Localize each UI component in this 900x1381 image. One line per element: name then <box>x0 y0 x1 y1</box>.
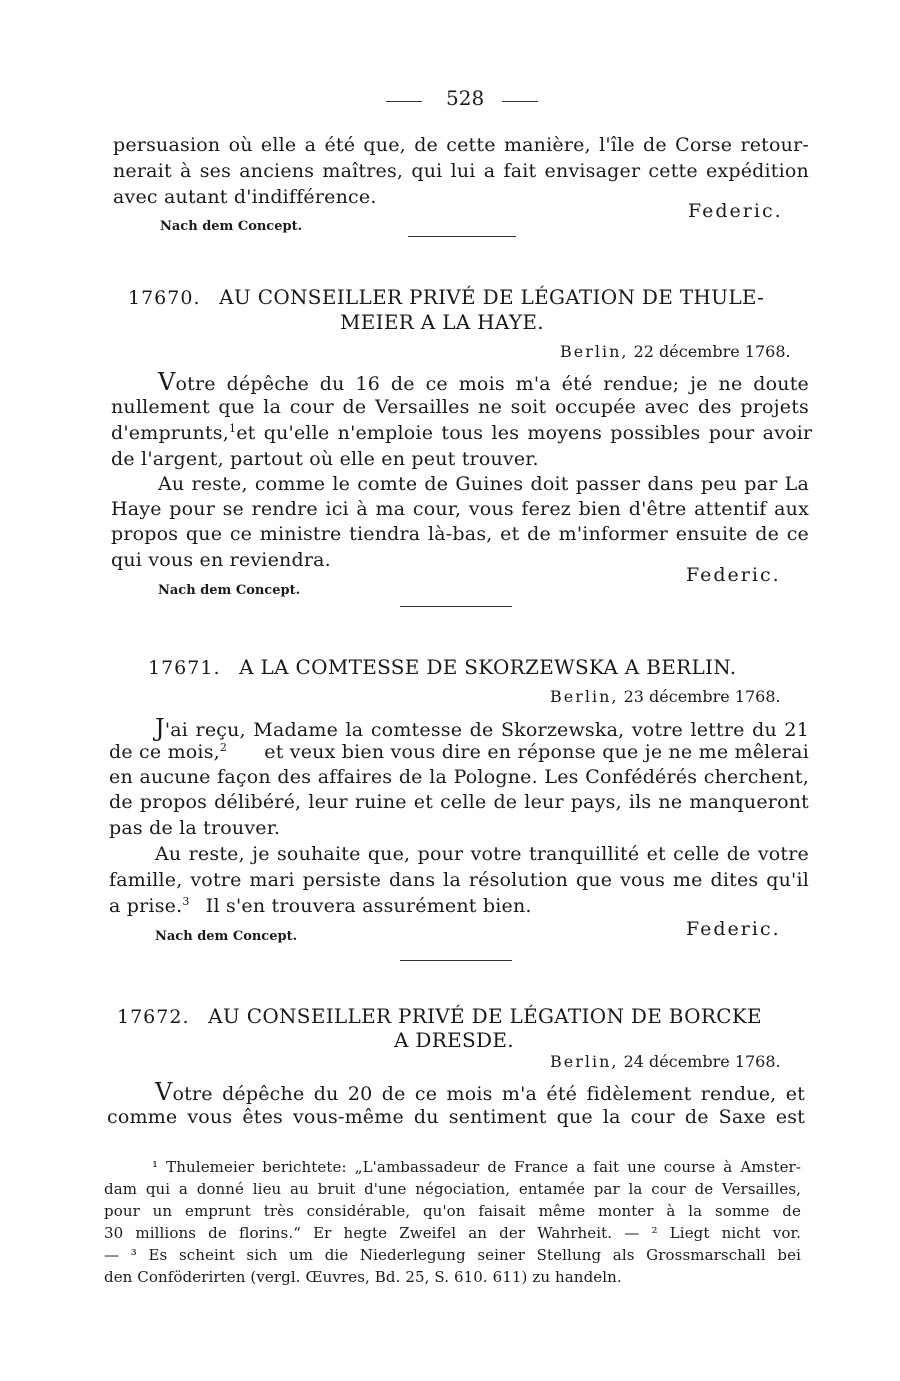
letter-heading <box>148 655 736 679</box>
date-place: Berlin, <box>550 1052 619 1071</box>
body-line: Au reste, je souhaite que, pour votre tranquillité et celle de votre <box>155 843 809 865</box>
text <box>111 422 236 444</box>
body-line: Haye pour se rendre ici à ma cour, vous ferez bien d'être attentif aux <box>111 498 809 520</box>
letter-title: AU CONSEILLER PRIVÉ DE LÉGATION DE BORCKE <box>208 1004 762 1028</box>
body-line: de propos délibéré, leur ruine et celle de leur pays, ils ne manqueront <box>109 791 809 813</box>
footnote-line: den Conföderirten (vergl. Œuvres, Bd. 25, S. 610. 611) zu handeln. <box>104 1268 622 1286</box>
text: et qu'elle n'emploie tous les moyens possibles pour avoir <box>236 422 813 444</box>
source-note: Nach dem Concept. <box>160 219 303 234</box>
footnote-line: dam qui a donné lieu au bruit d'une négociation, entamée par la cour de Versailles, <box>104 1180 801 1198</box>
drop-cap: V <box>158 368 176 396</box>
footnote-ref: 1 <box>229 422 237 435</box>
footnote-ref: 3 <box>182 895 190 908</box>
letter-heading <box>117 1004 762 1028</box>
footnote-line: — ³ Es scheint sich um die Niederlegung seiner Stellung als Grossmarschall bei <box>104 1246 801 1264</box>
text: otre dépêche du 20 de ce mois m'a été fidèlement rendue, et <box>172 1083 805 1105</box>
footnote-line: 30 millions de florins.“ Er hegte Zweifel an der Wahrheit. — ² Liegt nicht vor. <box>104 1224 801 1242</box>
letter-title-cont: A DRESDE. <box>394 1028 514 1052</box>
letter-number: 17672. <box>117 1006 190 1028</box>
letter-date <box>550 1052 781 1071</box>
body-line: pas de la trouver. <box>109 817 281 839</box>
body-line <box>111 422 813 444</box>
signature: Federic. <box>688 200 783 222</box>
body-line <box>109 741 809 763</box>
body-line: de l'argent, partout où elle en peut trouver. <box>111 448 539 470</box>
text: otre dépêche du 16 de ce mois m'a été rendue; je ne doute <box>175 373 809 395</box>
text: d'emprunts, <box>111 422 229 444</box>
source-note: Nach dem Concept. <box>155 929 298 944</box>
letter-title-cont: MEIER A LA HAYE. <box>340 310 544 334</box>
body-line: famille, votre mari persiste dans la résolution que vous me dites qu'il <box>109 869 809 891</box>
header-rule-right <box>502 101 538 102</box>
body-line: propos que ce ministre tiendra là-bas, et de m'informer ensuite de ce <box>111 523 809 545</box>
letter-title: A LA COMTESSE DE SKORZEWSKA A BERLIN. <box>239 655 737 679</box>
body-line: persuasion où elle a été que, de cette manière, l'île de Corse retour- <box>113 134 809 156</box>
text: Il s'en trouvera assurément bien. <box>205 895 532 917</box>
body-line: comme vous êtes vous-même du sentiment que la cour de Saxe est <box>107 1106 805 1128</box>
letter-date <box>560 342 791 361</box>
body-line: nerait à ses anciens maîtres, qui lui a fait envisager cette expédition <box>113 160 809 182</box>
body-line: avec autant d'indifférence. <box>113 186 377 208</box>
date-value: 23 décembre 1768. <box>623 687 781 706</box>
body-line <box>109 895 532 917</box>
letter-heading <box>128 285 764 309</box>
text: a prise. <box>109 895 183 917</box>
section-divider <box>408 236 516 237</box>
date-place: Berlin, <box>550 687 619 706</box>
section-divider <box>400 960 512 961</box>
letter-date <box>550 687 781 706</box>
body-line <box>158 368 809 396</box>
page-number: 528 <box>446 86 485 110</box>
signature: Federic. <box>686 918 781 940</box>
date-value: 24 décembre 1768. <box>623 1052 781 1071</box>
footnote-line: pour un emprunt très considérable, qu'on faisait même monter à la somme de <box>104 1202 801 1220</box>
text: de ce mois, <box>109 741 220 763</box>
drop-cap: J <box>155 714 165 742</box>
body-line: en aucune façon des affaires de la Pologne. Les Confédérés cherchent, <box>109 766 809 788</box>
body-line: Au reste, comme le comte de Guines doit passer dans peu par La <box>158 473 809 495</box>
date-value: 22 décembre 1768. <box>633 342 791 361</box>
letter-number: 17670. <box>128 287 201 309</box>
letter-number: 17671. <box>148 657 221 679</box>
body-line <box>155 714 809 742</box>
body-line <box>155 1078 805 1106</box>
drop-cap: V <box>155 1078 173 1106</box>
date-place: Berlin, <box>560 342 629 361</box>
text: 'ai reçu, Madame la comtesse de Skorzewska, votre lettre du 21 <box>164 719 809 741</box>
header-rule-left <box>386 101 422 102</box>
text: et veux bien vous dire en réponse que je ne me mêlerai <box>264 741 809 763</box>
footnote-line: ¹ Thulemeier berichtete: „L'ambassadeur de France a fait une course à Amster- <box>152 1158 801 1176</box>
text <box>109 741 227 763</box>
footnote-ref: 2 <box>219 741 228 754</box>
letter-title: AU CONSEILLER PRIVÉ DE LÉGATION DE THULE- <box>219 285 765 309</box>
section-divider <box>400 606 512 607</box>
source-note: Nach dem Concept. <box>158 583 301 598</box>
body-line: qui vous en reviendra. <box>111 549 331 571</box>
signature: Federic. <box>686 564 781 586</box>
body-line: nullement que la cour de Versailles ne soit occupée avec des projets <box>111 396 809 418</box>
